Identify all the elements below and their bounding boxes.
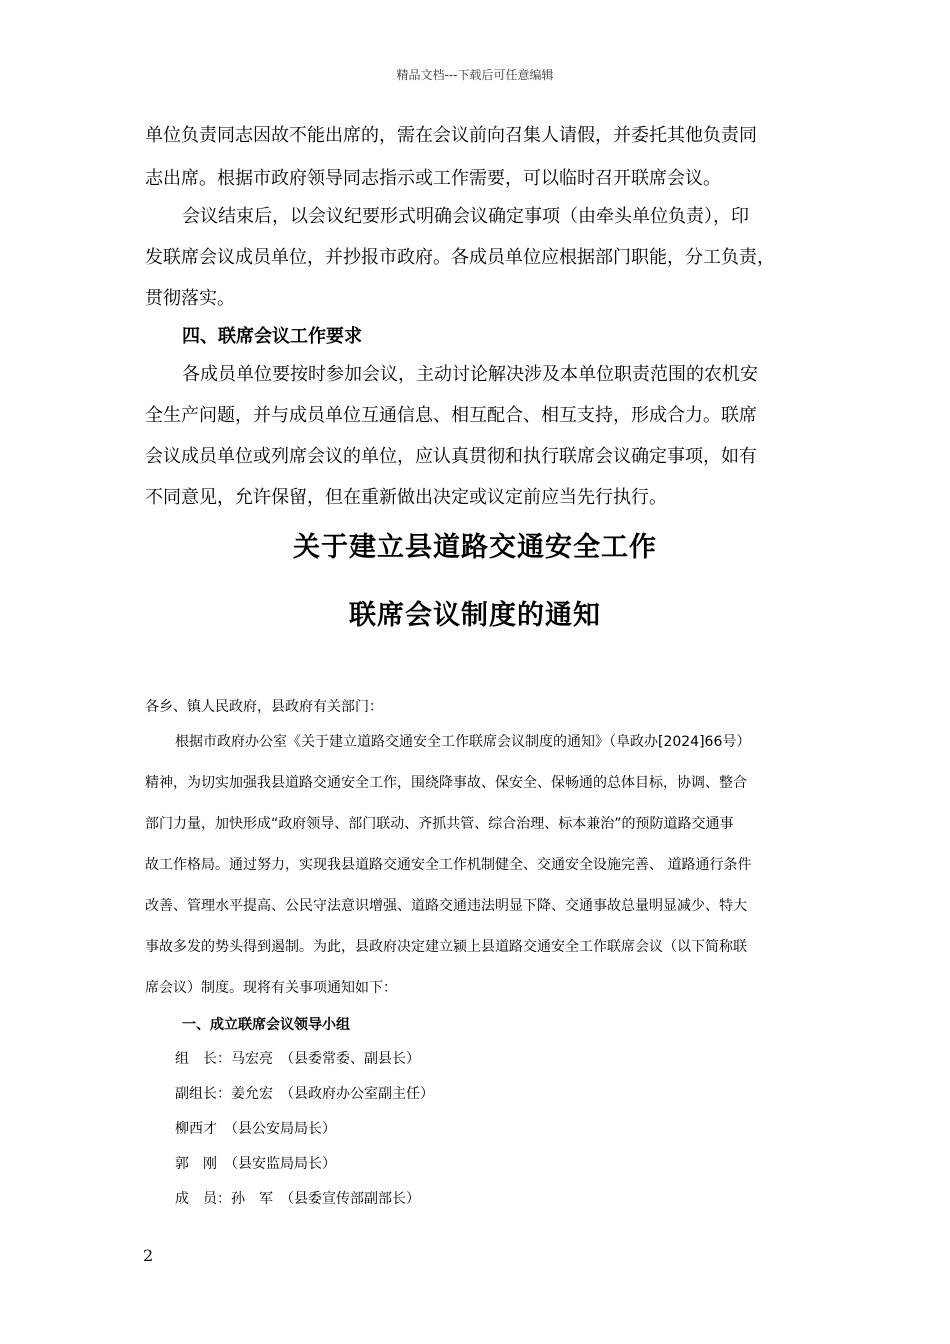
member-line: 成 员：孙 军 （县委宣传部副部长） xyxy=(175,1191,420,1207)
body-line: 部门力量，加快形成“政府领导、部门联动、齐抓共管、综合治理、标本兼治”的预防道路交通事 xyxy=(145,816,734,832)
member-line: 郭 刚 （县安监局局长） xyxy=(175,1156,336,1172)
paragraph-line: 志出席。根据市政府领导同志指示或工作需要，可以临时召开联席会议。 xyxy=(145,168,721,189)
section-heading: 一、成立联席会议领导小组 xyxy=(182,1017,350,1033)
document-title: 联席会议制度的通知 xyxy=(349,600,601,631)
paragraph-line: 不同意见，允许保留，但在重新做出决定或议定前应当先行执行。 xyxy=(145,487,667,508)
body-line: 根据市政府办公室《关于建立道路交通安全工作联席会议制度的通知》（阜政办[2024]66号） xyxy=(175,734,751,750)
paragraph-line: 会议结束后，以会议纪要形式明确会议确定事项（由牵头单位负责），印 xyxy=(182,206,749,227)
member-line: 组 长：马宏亮 （县委常委、副县长） xyxy=(175,1051,420,1067)
document-title: 关于建立县道路交通安全工作 xyxy=(293,532,657,563)
section-heading: 四、联席会议工作要求 xyxy=(182,326,362,347)
body-line: 精神，为切实加强我县道路交通安全工作，围绕降事故、保安全、保畅通的总体目标，协调、整合 xyxy=(145,775,747,791)
paragraph-line: 会议成员单位或列席会议的单位，应认真贯彻和执行联席会议确定事项，如有 xyxy=(145,446,757,467)
body-line: 故工作格局。通过努力，实现我县道路交通安全工作机制健全、交通安全设施完善、 道路通行条件 xyxy=(145,857,752,873)
page-header: 精品文档---下载后可任意编辑 xyxy=(396,68,554,82)
paragraph-line: 全生产问题，并与成员单位互通信息、相互配合、相互支持，形成合力。联席 xyxy=(145,405,757,426)
salutation: 各乡、镇人民政府，县政府有关部门： xyxy=(145,699,383,715)
paragraph-line: 单位负责同志因故不能出席的，需在会议前向召集人请假，并委托其他负责同 xyxy=(145,125,757,146)
body-line: 事故多发的势头得到遏制。为此，县政府决定建立颍上县道路交通安全工作联席会议（以下简称联 xyxy=(145,939,747,955)
body-line: 席会议）制度。现将有关事项通知如下： xyxy=(145,980,397,996)
paragraph-line: 各成员单位要按时参加会议，主动讨论解决涉及本单位职责范围的农机安 xyxy=(182,364,758,385)
member-line: 副组长：姜允宏 （县政府办公室副主任） xyxy=(175,1086,434,1102)
member-line: 柳西才 （县公安局局长） xyxy=(175,1121,336,1137)
body-line: 改善、管理水平提高、公民守法意识增强、道路交通违法明显下降、交通事故总量明显减少、特大 xyxy=(145,898,747,914)
page-number: 2 xyxy=(143,1246,154,1265)
paragraph-line: 发联席会议成员单位，并抄报市政府。各成员单位应根据部门职能，分工负责， xyxy=(145,247,775,268)
paragraph-line: 贯彻落实。 xyxy=(145,288,235,309)
